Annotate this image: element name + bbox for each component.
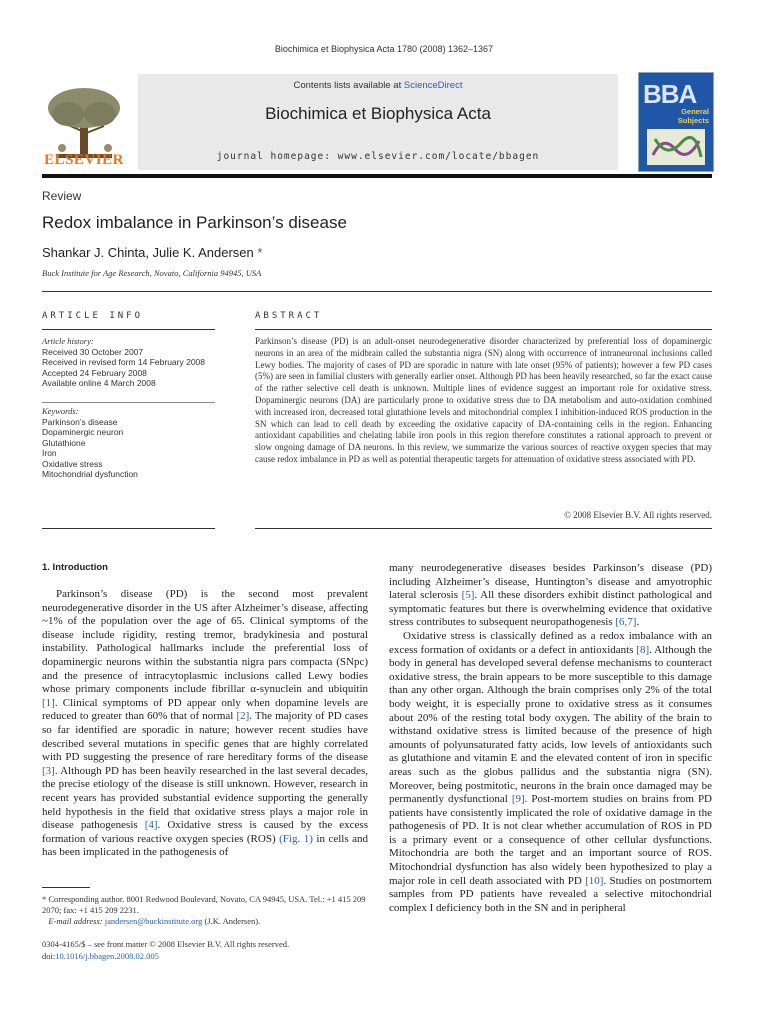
- history-online: Available online 4 March 2008: [42, 378, 156, 388]
- intro-paragraph-1: Parkinson’s disease (PD) is the second most prevalent neurodegenerative disorder in the US after Alzheimer’s disease, affecting ~1% of the population over the age of 65. Clinical symptoms of the disease include rigidity, resting tremor, bradykinesia and postural instability. Pathological hallmarks include the preferential loss of dopaminergic neurons within the substantia nigra pars compacta (SNpc) and the presence of intracytoplasmic inclusions called Lewy bodies whose primary components include fibrillar α-synuclein and ubiquitin [1]. Clinical symptoms of PD appear only when dopamine levels are reduced to greater than 60% that of normal [2]. The majority of PD cases so far identified are sporadic in nature; however recent studies have described several mutations in specific genes that are highly correlated with PD suggesting the presence of rare hereditary forms of the disease [3]. Although PD has been heavily researched in the last several decades, the precise etiology of the disease is still unknown. However, research in recent years has provided substantial evidence supporting the generally held hypothesis in the field that oxidative stress plays a major role in disease pathogenesis [4]. Oxidative stress is caused by the excess formation of various reactive oxygen species (ROS) (Fig. 1) in cells and has been implicated in the pathogenesis of: [42, 588, 369, 859]
- reference-link[interactable]: [3]: [42, 764, 55, 777]
- author-names: Shankar J. Chinta, Julie K. Andersen: [42, 245, 254, 260]
- sciencedirect-link[interactable]: ScienceDirect: [403, 80, 463, 91]
- abstract-body: Parkinson’s disease (PD) is an adult-onset neurodegenerative disorder characterized by preferential loss of dopaminergic neurons in an area of the midbrain called the substantia nigra (SN) along with occurrence of intraneuronal inclusions called Lewy bodies. The majority of cases of PD are sporadic in nature with late onset (95% of patients); however a few PD cases (5%) are seen in familial clusters with generally earlier onset. Although PD has been heavily researched, so far the exact cause of the rather selective cell death is unknown. Multiple lines of evidence suggest an important role for oxidative stress. Dopaminergic neurons (DA) are particularly prone to oxidative stress due to DA metabolism and auto-oxidation combined with increased iron, decreased total glutathione levels and mitochondrial complex I inhibition-induced ROS production in the SN which can lead to cell death by exceeding the oxidative capacity of DA-containing cells in the region. Enhancing antioxidant capabilities and chelating labile iron pools in this region therefore constitutes a rational approach to prevent or slow ongoing damage of DA neurons. In this review, we summarize the various sources of reactive oxygen species that may cause redox imbalance in PD as well as potential therapeutic targets for attenuation of oxidative stress associated with PD.: [255, 336, 712, 464]
- abstract-heading: ABSTRACT: [255, 311, 323, 321]
- abstract-bottom-divider: [255, 528, 712, 529]
- email-label: E-mail address:: [48, 916, 103, 926]
- abstract-divider: [255, 329, 712, 330]
- front-matter-line: 0304-4165/$ – see front matter © 2008 Elsevier B.V. All rights reserved.: [42, 939, 290, 949]
- cover-subtitle-line1: General: [681, 107, 709, 116]
- contents-prefix: Contents lists available at: [293, 80, 404, 91]
- journal-title: Biochimica et Biophysica Acta: [265, 104, 491, 123]
- keyword-item: Dopaminergic neuron: [42, 427, 124, 437]
- contents-line: [138, 80, 618, 91]
- reference-link[interactable]: [2]: [236, 710, 250, 723]
- doi-link[interactable]: 10.1016/j.bbagen.2008.02.005: [55, 951, 159, 961]
- cover-artwork-icon: [647, 129, 705, 165]
- section-heading-introduction: 1. Introduction: [42, 562, 108, 573]
- doi-line: [42, 950, 289, 962]
- reference-link[interactable]: [5]: [461, 589, 475, 602]
- article-authors: [42, 245, 262, 260]
- figure-link[interactable]: (Fig. 1): [279, 832, 313, 845]
- article-type: Review: [42, 189, 82, 203]
- footnote-block: [42, 894, 368, 927]
- cover-logo-text: BBA: [643, 79, 697, 109]
- email-suffix: (J.K. Andersen).: [202, 916, 261, 926]
- history-revised: Received in revised form 14 February 2008: [42, 357, 205, 367]
- issn-block: [42, 938, 289, 962]
- info-top-divider: [42, 291, 712, 292]
- reference-link[interactable]: [9]: [511, 793, 525, 806]
- body-right-column: [389, 562, 712, 915]
- email-note: [42, 916, 368, 927]
- publisher-logo-text: ELSEVIER: [44, 152, 124, 168]
- keywords-label: Keywords:: [42, 406, 79, 416]
- journal-citation: Biochimica et Biophysica Acta 1780 (2008) 1362–1367: [274, 44, 494, 54]
- intro-paragraph-2: Oxidative stress is classically defined as a redox imbalance with an excess formation of oxidants or a defect in antioxidants [8]. Although the body in general has developed several defense mechanisms to counteract oxidative stress, the brain appears to be more susceptible to this damage than any other organ. Although the brain comprises only 2% of the total body weight, it is especially prone to oxidative stress as it consumes about 20% of the resting total body oxygen. The ability of the brain to withstand oxidative stress is limited because of the presence of high amounts of polyunsaturated fatty acids, low levels of antioxidants such as glutathione and vitamin E and the elevated content of iron in specific areas such as the globus pallidus and the substantia nigra (SN). Moreover, being postmitotic, neurons in the brain once damaged may be permanently dysfunctional [9]. Post-mortem studies on brains from PD patients have consistently implicated the role of oxidative damage in the pathogenesis of PD. It is not clear whether accumulation of ROS in PD is a primary event or a consequence of other cellular dysfunctions. Mitochondria are both the target and an important source of ROS. Mitochondrial dysfunction has also widely been hypothesized to play a major role in cell death associated with PD [10]. Studies on postmortem samples from PD patients have revealed a selective mitochondrial complex I deficiency both in the SN and in peripheral: [389, 629, 713, 914]
- cover-subtitle: [678, 107, 709, 125]
- reference-link[interactable]: [1]: [42, 696, 55, 709]
- keywords-divider: [42, 402, 215, 403]
- keyword-item: Iron: [42, 448, 57, 458]
- abstract-copyright: © 2008 Elsevier B.V. All rights reserved.: [564, 510, 712, 520]
- keyword-item: Parkinson’s disease: [42, 416, 118, 427]
- corresponding-author-note: * Corresponding author. 8001 Redwood Boulevard, Novato, CA 94945, USA. Tel.: +1 415 209 2070; fax: +1 415 209 2231.: [42, 894, 366, 915]
- keyword-item: Oxidative stress: [42, 458, 103, 469]
- reference-link[interactable]: [6,7]: [615, 616, 637, 629]
- journal-homepage-link[interactable]: journal homepage: www.elsevier.com/locate/bbagen: [216, 151, 540, 162]
- reference-link[interactable]: [8]: [636, 643, 650, 656]
- article-info-bottom-divider: [42, 528, 215, 529]
- journal-cover-image: [638, 72, 714, 172]
- article-history: [42, 336, 222, 389]
- article-info-heading: ARTICLE INFO: [42, 311, 144, 321]
- body-left-column: [42, 588, 368, 860]
- cover-subtitle-line2: Subjects: [677, 116, 709, 125]
- corresponding-author-mark[interactable]: *: [257, 245, 263, 260]
- intro-paragraph-1-continued: many neurodegenerative diseases besides Parkinson’s disease (PD) including Alzheimer’s disease, Huntington’s disease and amyotrophic lateral sclerosis [5]. All these disorders exhibit distinct pathological and symptomatic features but there is overwhelming evidence that oxidative stress contributes to subsequent neuropathogenesis [6,7].: [389, 562, 712, 629]
- article-title: Redox imbalance in Parkinson’s disease: [42, 213, 347, 232]
- history-label: Article history:: [42, 336, 94, 346]
- author-affiliation: Buck Institute for Age Research, Novato, California 94945, USA: [42, 268, 262, 278]
- header-divider: [42, 174, 712, 178]
- history-accepted: Accepted 24 February 2008: [42, 367, 147, 378]
- reference-link[interactable]: [4]: [144, 819, 158, 832]
- doi-label: doi:: [42, 951, 56, 961]
- keyword-item: Glutathione: [42, 437, 86, 448]
- reference-link[interactable]: [10]: [585, 874, 604, 887]
- footnote-divider: [42, 887, 90, 888]
- history-received: Received 30 October 2007: [42, 346, 144, 357]
- keyword-item: Mitochondrial dysfunction: [42, 469, 138, 479]
- article-info-divider: [42, 329, 215, 330]
- author-email-link[interactable]: jandersen@buckinstitute.org: [104, 916, 203, 926]
- keywords-block: [42, 406, 222, 480]
